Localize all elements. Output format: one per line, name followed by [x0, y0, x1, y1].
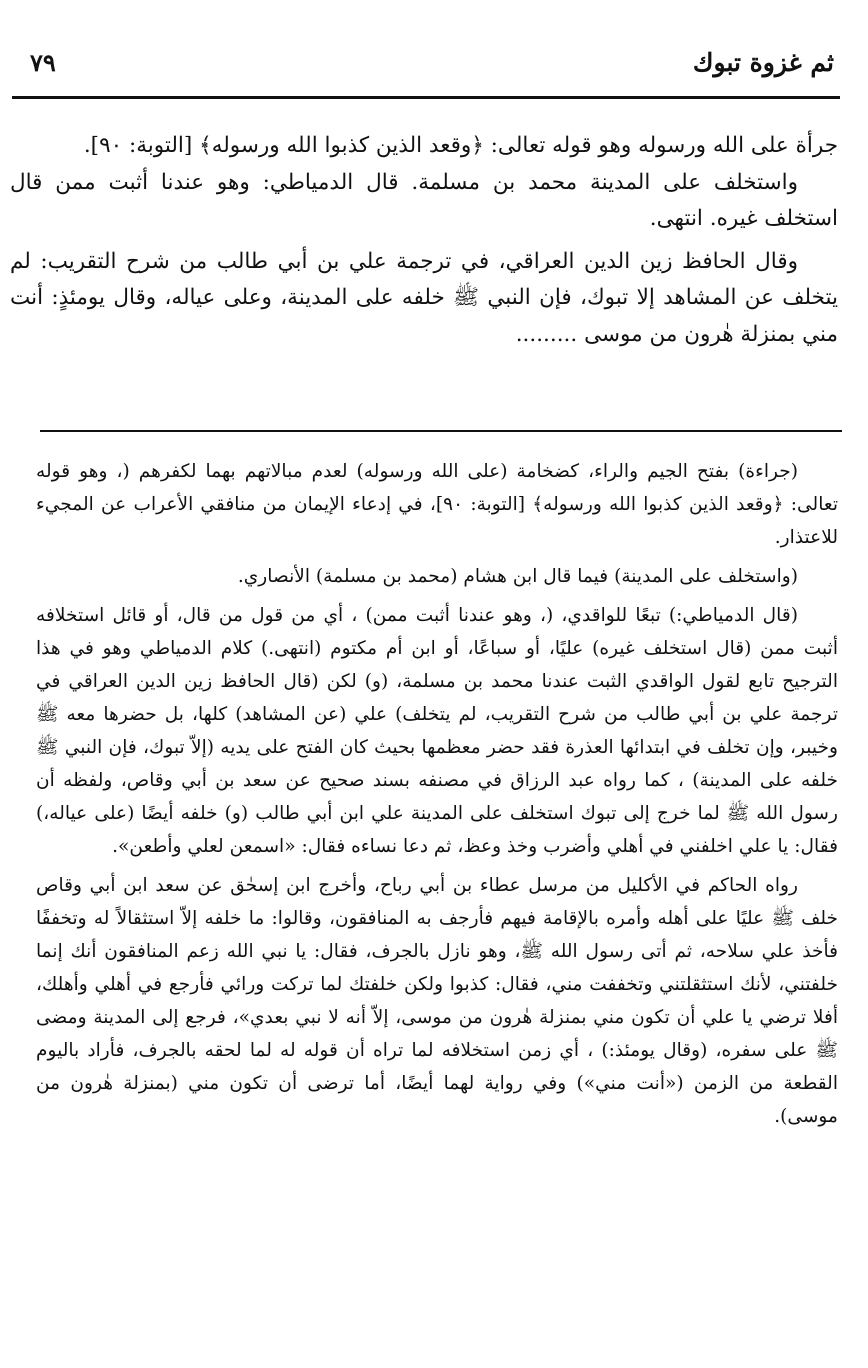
commentary-paragraph-4: رواه الحاكم في الأكليل من مرسل عطاء بن أبي رباح، وأخرج ابن إسحٰق عن سعد ابن أبي وقاص خلف ﷺ عليًا على أهله وأمره بالإقامة فيهم فأرجف به المنافقون، وقالوا: ما خلفه إلاّ استثقالاً له وتخففًا فأخذ علي سلاحه، ثم أتى رسول الله ﷺ، وهو نازل بالجرف، فقال: يا نبي الله زعم المنافقون أنك إنما خلفتني، لأنك استثقلتني وتخففت مني، فقال: كذبوا ولكن خلفتك لما تركت ورائي فأرجع في أهلي وأهلك، أفلا ترضي يا علي أن تكون مني بمنزلة هٰرون من موسى، إلاّ أنه لا نبي بعدي»، فرجع إلى المدينة ومضى ﷺ على سفره، (وقال يومئذ:) ، أي زمن استخلافه لما تراه أن قوله له لما لحقه بالجرف، فأراد باليوم القطعة من الزمن («أنت مني») وفي رواية لهما أيضًا، أما ترضى أن تكون مني (بمنزلة هٰرون من موسى).: [36, 875, 838, 1127]
main-paragraph-3-text: وقال الحافظ زين الدين العراقي، في ترجمة علي بن أبي طالب من شرح التقريب: لم يتخلف عن المشاهد إلا تبوك، فإن النبي ﷺ خلفه على المدينة، وعلى عياله، وقال يومئذٍ: أنت مني بمنزلة هٰرون من موسى: [10, 248, 838, 347]
ellipsis-dots: .........: [515, 321, 578, 347]
main-paragraph-3: [10, 244, 838, 354]
running-title: ثم غزوة تبوك: [692, 48, 834, 77]
commentary: [36, 455, 838, 1133]
commentary-paragraph-2: (واستخلف على المدينة) فيما قال ابن هشام (محمد بن مسلمة) الأنصاري.: [237, 566, 798, 587]
commentary-paragraph-3: (قال الدمياطي:) تبعًا للواقدي، (، وهو عندنا أثبت ممن) ، أي من قول من قال، أو قائل استخلافه أثبت ممن (قال استخلف غيره) عليًا، أو سباعًا، أو ابن أم مكتوم (انتهى.) كلام الدمياطي وهو في هذا الترجيح تابع لقول الواقدي الثبت عندنا محمد بن مسلمة، (و) لكن (قال الحافظ زين الدين العراقي في ترجمة علي بن أبي طالب من شرح التقريب، لم يتخلف) علي (عن المشاهد) كلها، بل حضرها معه ﷺ وخيبر، وإن تخلف في ابتدائها العذرة فقد حضر معظمها بحيث كان الفتح على يديه (إلاّ تبوك، فإن النبي ﷺ خلفه على المدينة) ، كما رواه عبد الرزاق في مصنفه بسند صحيح عن سعد بن أبي وقاص، ولفظه أن رسول الله ﷺ لما خرج إلى تبوك استخلف على المدينة علي ابن أبي طالب (و) خلفه أيضًا (على عياله،) فقال: يا علي اخلفني في أهلي وأضرب وخذ وعظ، ثم دعا نساءه فقال: «اسمعن لعلي وأطعن».: [36, 605, 838, 857]
main-text: [10, 128, 838, 353]
header-rule: [12, 96, 840, 99]
commentary-paragraph-1: (جراءة) بفتح الجيم والراء، كضخامة (على الله ورسوله) لعدم مبالاتهم بهما لكفرهم (، وهو قوله تعالى: ﴿وقعد الذين كذبوا الله ورسوله﴾ [التوبة: ٩٠]، في إدعاء الإيمان من منافقي الأعراب عن المجيء للاعتذار.: [36, 461, 838, 548]
page-header: [30, 48, 834, 77]
main-paragraph-1: جرأة على الله ورسوله وهو قوله تعالى: ﴿وقعد الذين كذبوا الله ورسوله﴾ [التوبة: ٩٠].: [83, 133, 838, 158]
page-number: ٧٩: [30, 48, 56, 77]
main-paragraph-2: واستخلف على المدينة محمد بن مسلمة. قال الدمياطي: وهو عندنا أثبت ممن قال استخلف غيره. انتهى.: [10, 169, 838, 231]
footnote-separator: [40, 430, 842, 432]
